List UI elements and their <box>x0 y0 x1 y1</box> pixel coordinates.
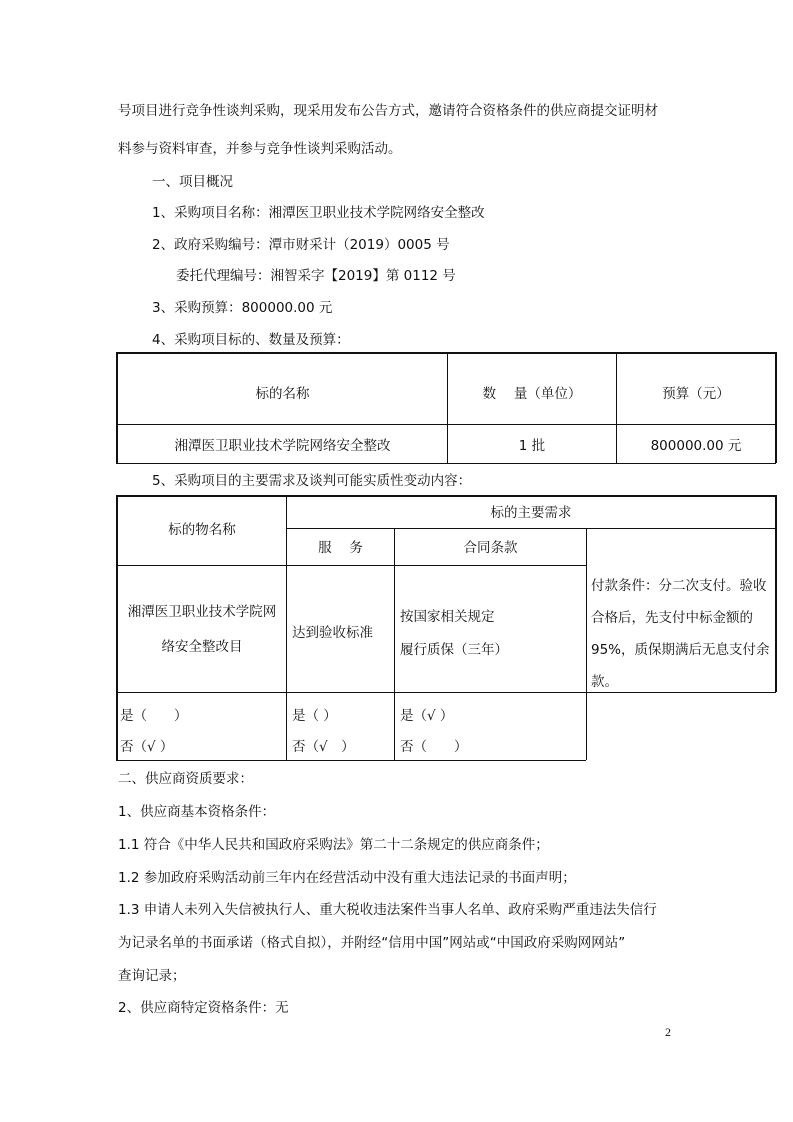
col2-no: 否（√ ） <box>292 739 355 755</box>
row-quantity: 1 批 <box>518 438 546 454</box>
header-subject-name: 标的物名称 <box>168 522 236 538</box>
intro-line-1: 号项目进行竞争性谈判采购，现采用发布公告方式，邀请符合资格条件的供应商提交证明材 <box>118 103 658 119</box>
intro-line-2: 料参与资料审查，并参与竞争性谈判采购活动。 <box>118 141 402 157</box>
qualification-1-3-line-1: 1.3 申请人未列入失信被执行人、重大税收违法案件当事人名单、政府采购严重违法失信行 <box>118 902 657 918</box>
qualification-1-2: 1.2 参加政府采购活动前三年内在经营活动中没有重大违法记录的书面声明； <box>118 870 576 886</box>
table1-caption: 4、采购项目标的、数量及预算： <box>152 332 350 348</box>
col2-yes: 是（ ） <box>292 708 337 724</box>
col1-yes: 是（ ） <box>120 708 188 724</box>
header-service: 服 务 <box>318 540 363 556</box>
page-number: 2 <box>665 1025 671 1039</box>
header-budget: 预算（元） <box>662 386 730 402</box>
header-item-name: 标的名称 <box>255 386 310 402</box>
col1-no: 否（√ ） <box>120 739 174 755</box>
subject-name-line-1: 湘潭医卫职业技术学院网 <box>127 604 277 620</box>
special-qualifications: 2、供应商特定资格条件：无 <box>118 1000 289 1016</box>
budget-item: 3、采购预算：800000.00 元 <box>152 300 333 316</box>
payment-line-3: 95%，质保期满后无息支付余 <box>591 642 770 658</box>
service-value: 达到验收标准 <box>292 625 373 641</box>
basic-qualifications: 1、供应商基本资格条件： <box>118 804 276 820</box>
qualification-1-3-line-2: 为记录名单的书面承诺（格式自拟），并附经“信用中国”网站或“中国政府采购网网站” <box>118 935 626 951</box>
header-quantity: 数 量（单位） <box>482 386 582 402</box>
contract-line-2: 履行质保（三年） <box>400 642 508 658</box>
row-budget: 800000.00 元 <box>650 438 742 454</box>
col3-yes: 是（√ ） <box>400 708 454 724</box>
payment-line-2: 合格后，先支付中标金额的 <box>591 610 753 626</box>
header-main-requirements: 标的主要需求 <box>490 505 572 521</box>
row-item-name: 湘潭医卫职业技术学院网络安全整改 <box>174 438 391 454</box>
subject-name-line-2: 络安全整改目 <box>161 639 243 655</box>
qualification-1-3-line-3: 查询记录； <box>118 968 186 984</box>
section2-heading: 二、供应商资质要求： <box>118 771 253 787</box>
col3-no: 否（ ） <box>400 739 468 755</box>
agency-number-item: 委托代理编号：湘智采字【2019】第 0112 号 <box>176 268 456 284</box>
section1-heading: 一、项目概况 <box>152 174 233 190</box>
project-name-item: 1、采购项目名称：湘潭医卫职业技术学院网络安全整改 <box>152 205 485 221</box>
header-contract-terms: 合同条款 <box>463 540 518 556</box>
qualification-1-1: 1.1 符合《中华人民共和国政府采购法》第二十二条规定的供应商条件； <box>118 837 549 853</box>
procurement-number-item: 2、政府采购编号：潭市财采计（2019）0005 号 <box>152 237 450 253</box>
table2-caption: 5、采购项目的主要需求及谈判可能实质性变动内容： <box>152 473 472 489</box>
contract-line-1: 按国家相关规定 <box>400 609 495 625</box>
payment-line-1: 付款条件：分二次支付。验收 <box>591 578 767 594</box>
payment-line-4: 款。 <box>591 674 618 690</box>
